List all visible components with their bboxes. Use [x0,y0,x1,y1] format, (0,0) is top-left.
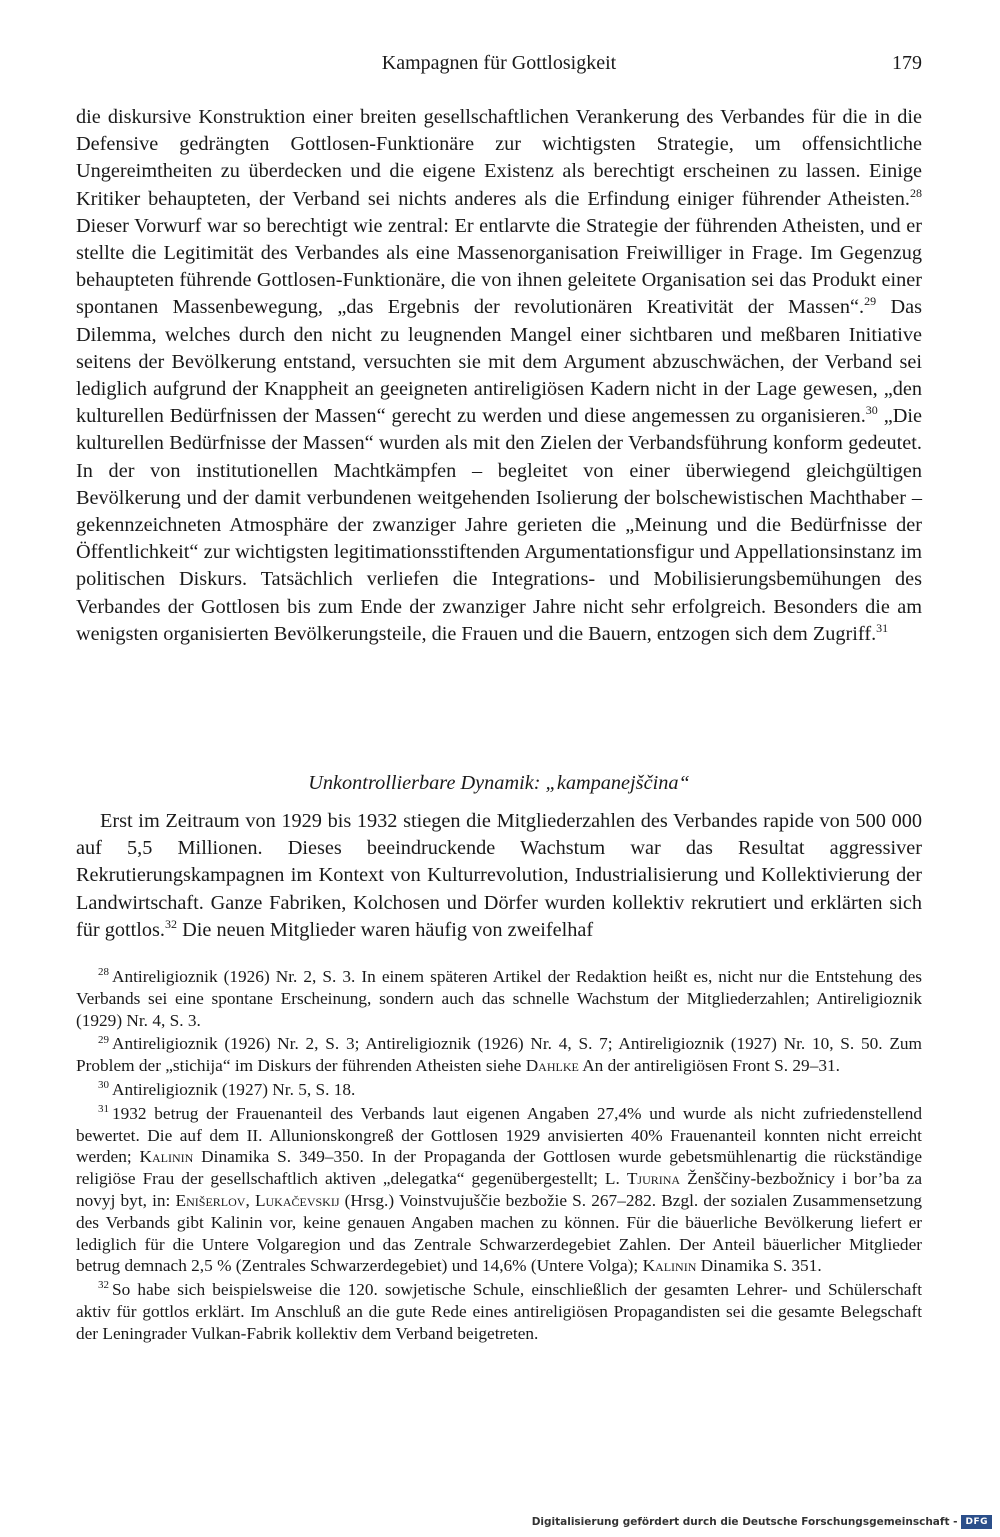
author-name: Lukačevskij [254,1190,340,1210]
footnote-text: Dinamika S. 349–350. In der Propaganda der Gottlosen wurde gebetsmühlenartig die rückständige religiöse Frau der gesellschaftlich aktiven „delegatka“ gegenübergestellt; L. [76,1147,922,1189]
footnote-text: 1932 betrug der Frauenanteil des Verbands laut eigenen Angaben 27,4% und wurde als nicht zufriedenstellend bewertet. Die auf dem II. Allunionskongreß der Gottlosen 1929 anvisierten 40% Frauenanteil konnten nicht erreicht werden; [76,1103,922,1167]
author-name: Tjurina [626,1169,681,1189]
footnote-text: Dinamika S. 351. [696,1256,822,1276]
paragraph-text: die diskursive Konstruktion einer breiten gesellschaftlichen Verankerung des Verbandes für die in die Defensive gedrängten Gottlosen-Funktionäre zur wichtigsten Strategie, um offensichtliche Ungereimtheiten zu überdecken und die eigene Existenz als berechtigt erscheinen zu lassen. Einige Kritiker behaupteten, der Verband sei nichts anderes als die Erfindung einiger führender Atheisten. [76,106,922,210]
paragraph-text: Die neuen Mitglieder waren häufig von zweifelhaf [177,918,594,941]
section-heading: Unkontrollierbare Dynamik: „kampanejščina“ [308,772,690,794]
author-name: Kalinin [642,1256,697,1276]
author-name: Dahlke [525,1056,579,1076]
footnotes [76,966,922,1347]
footnote-31 [76,1103,922,1277]
footnote-28 [76,966,922,1031]
paragraph-text: Erst im Zeitraum von 1929 bis 1932 stiegen die Mitgliederzahlen des Verbandes rapide von 500 000 auf 5,5 Millionen. Dieses beeindruckende Wachstum war das Resultat aggressiver Rekrutierungskampagnen im Kontext von Kulturrevolution, Industrialisierung und Kollektivierung der Landwirtschaft. Ganze Fabriken, Kolchosen und Dörfer wurden kollektiv rekrutiert und erklärten sich für gottlos. [76,810,922,941]
page-number: 179 [892,52,922,74]
footnote-text: So habe sich beispielsweise die 120. sowjetische Schule, einschließlich der gesamten Lehrer- und Schülerschaft aktiv für gottlos erklärt. Im Anschluß an die gute Rede eines antireligiösen Propagandisten sei die gesamte Belegschaft der Leningrader Vulkan-Fabrik kollektiv dem Verband beigetreten. [76,1280,922,1343]
footnote-number: 31 [98,1103,109,1116]
footnote-text: Ženščiny-bezbožnicy i bor’ba za novyj byt, in: [76,1169,922,1210]
footnote-29 [76,1033,922,1077]
paragraph-text: Dieser Vorwurf war so berechtigt wie zentral: Er entlarvte die Strategie der führenden Atheisten, und er stellte die Legitimität des Verbandes als eine Massenorganisation Freiwilliger in Frage. Im Gegenzug behaupteten führende Gottlosen-Funktionäre, die von ihnen geleitete Organisation sei das Produkt einer spontanen Massenbewegung, „das Ergebnis der revolutionären Kreativität der Massen“. [76,214,922,319]
paragraph-text: Das Dilemma, welches durch den nicht zu leugnenden Mangel einer sichtbaren und meßbaren Initiative seitens der Bevölkerung entstand, versuchten sie mit dem Argument abzuschwächen, der Verband sei lediglich aufgrund der Knappheit an geeigneten antireligiösen Kadern nicht in der Lage gewesen, „den kulturellen Bedürfnissen der Massen“ gerecht zu werden und diese angemessen zu organisieren. [76,296,922,428]
footnote-30 [76,1079,922,1101]
paragraph-text: „Die kulturellen Bedürfnisse der Massen“ wurden als mit den Zielen der Verbandsführung konform gedeutet. In der von institutionellen Machtkämpfen – begleitet von einer überwiegend gleichgültigen Bevölkerung und der damit verbundenen weitgehenden Isolierung der bolschewistischen Machthaber – gekennzeichneten Atmosphäre der zwanziger Jahre gerieten die „Meinung und die Bedürfnisse der Öffentlichkeit“ zur wichtigsten legitimationsstiftenden Argumentationsfigur und Appellationsinstanz im politischen Diskurs. Tatsächlich verliefen die Integrations- und Mobilisierungsbemühungen des Verbandes der Gottlosen bis zum Ende der zwanziger Jahre nicht sehr erfolgreich. Besonders die am wenigsten organisierten Bevölkerungsteile, die Frauen und die Bauern, entzogen sich dem Zugriff. [76,405,923,645]
footnote-text: , [245,1190,255,1210]
footnote-reference-32: 32 [165,917,178,932]
page-header [76,52,922,82]
footnote-reference-29: 29 [864,294,877,309]
footnote-number: 30 [98,1079,109,1092]
dfg-logo: DFG [961,1515,992,1529]
body-paragraph-2 [76,808,922,944]
footnote-text: Antireligioznik (1926) Nr. 2, S. 3. In einem späteren Artikel der Redaktion heißt es, nicht nur die Entstehung des Verbands sei eine spontane Erscheinung, sondern auch das schnelle Wachstum der Mitgliederzahlen; Antireligioznik (1929) Nr. 4, S. 3. [76,967,922,1030]
digitization-text: Digitalisierung gefördert durch die Deutsche Forschungsgemeinschaft - [531,1516,958,1528]
footnote-text: Antireligioznik (1927) Nr. 5, S. 18. [112,1079,356,1099]
footnote-text: (Hrsg.) Voinstvujuščie bezbožie S. 267–282. Bzgl. der sozialen Zusammensetzung des Verbands gibt Kalinin vor, keine genauen Angaben machen zu können. Für die bäuerliche Bevölkerung liefert er lediglich für die Untere Volgaregion und das Zentrale Schwarzerdegebiet Zahlen. Der Anteil bäuerlicher Mitglieder betrug demnach 2,5 % (Zentrales Schwarzerdegebiet) und 14,6% (Untere Volga); [76,1190,923,1276]
footnote-text: Antireligioznik (1926) Nr. 2, S. 3; Antireligioznik (1926) Nr. 4, S. 7; Antireligioznik (1927) Nr. 10, S. 50. Zum Problem der „stichija“ im Diskurs der führenden Atheisten siehe [76,1034,922,1076]
footnote-reference-31: 31 [876,621,889,636]
author-name: Kalinin [139,1147,194,1167]
footnote-text: An der antireligiösen Front S. 29–31. [578,1056,840,1076]
digitization-notice [532,1513,992,1531]
footnote-reference-30: 30 [865,403,878,418]
body-paragraph-1 [76,104,922,648]
footnote-32 [76,1279,922,1344]
running-title: Kampagnen für Gottlosigkeit [381,52,617,74]
footnote-number: 32 [98,1279,109,1292]
footnote-reference-28: 28 [910,185,922,200]
footnote-number: 28 [98,966,109,979]
author-name: Enišerlov [175,1190,246,1210]
footnote-number: 29 [98,1033,109,1046]
